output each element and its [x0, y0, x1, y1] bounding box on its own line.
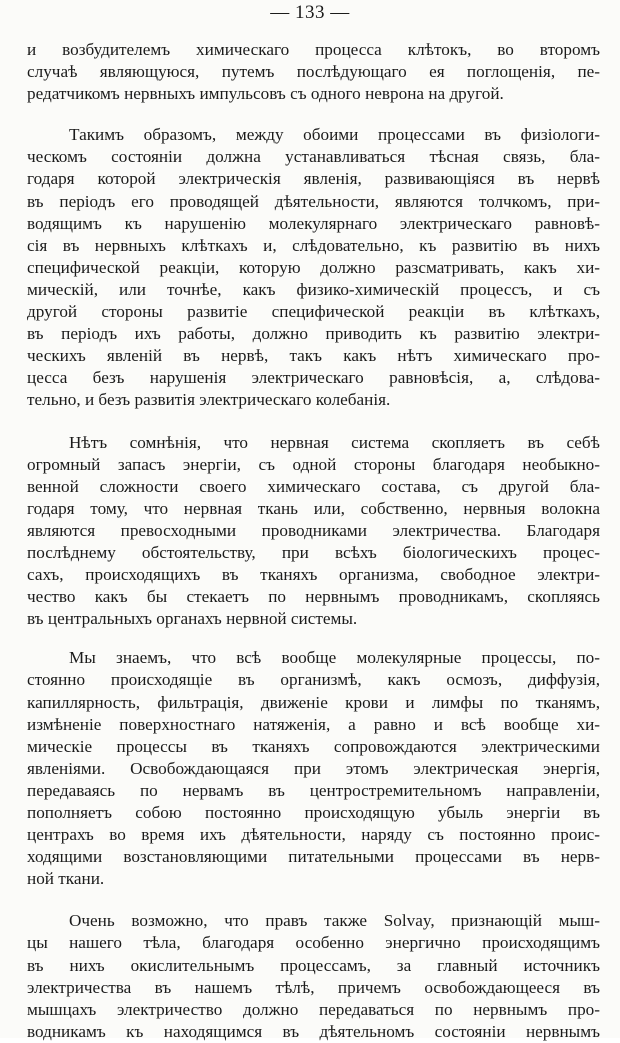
text-line: Такимъ образомъ, между обоими процессами въ физіологи- — [69, 125, 600, 145]
text-line: ной ткани. — [27, 869, 105, 889]
text-line: редатчикомъ нервныхъ импульсовъ съ одного неврона на другой. — [27, 84, 504, 104]
text-line: Мы знаемъ, что всѣ вообще молекулярные процессы, по- — [69, 648, 600, 668]
text-line: въ періодъ ихъ работы, должно приводить къ развитію электри- — [27, 324, 600, 344]
text-line: мическіе процессы въ тканяхъ сопровождаются электрическими — [27, 736, 600, 756]
text-line: стоянно происходящіе въ организмѣ, какъ осмозъ, диффузія, — [27, 670, 600, 690]
text-line: измѣненіе поверхностнаго натяженія, а равно и всѣ вообще хи- — [27, 714, 600, 734]
text-line: въ періодъ его проводящей дѣятельности, являются толчкомъ, при- — [27, 191, 600, 211]
text-line: ходящими возстановляющими питательными процессами въ нерв- — [27, 847, 600, 867]
text-line: годаря тому, что нервная ткань или, собственно, нервныя волокна — [27, 498, 600, 518]
text-line: Очень возможно, что правъ также Solvay, признающій мыш- — [69, 911, 600, 931]
paragraph-4 — [27, 647, 600, 890]
text-line: чество какъ бы стекаетъ по нервнымъ проводникамъ, скопляясь — [27, 587, 600, 607]
text-line: пополняетъ собою постоянно происходящую убыль энергіи въ — [27, 803, 600, 822]
text-line: специфической реакціи, которую должно разсматривать, какъ хи- — [27, 257, 600, 277]
text-line: капиллярность, фильтрація, движеніе крови и лимфы по тканямъ, — [27, 692, 600, 712]
text-line: годаря которой электрическія явленія, развивающіяся въ нервѣ — [27, 169, 600, 189]
text-line: цесса безъ нарушенія электрическаго равновѣсія, а, слѣдова- — [27, 368, 600, 388]
text-line: водникамъ къ находящимся въ дѣятельномъ состояніи нервнымъ — [27, 1021, 600, 1041]
page-number: — 133 — — [270, 2, 350, 23]
text-line: Нѣтъ сомнѣнія, что нервная система скопляетъ въ себѣ — [69, 432, 600, 452]
text-line: мическій, или точнѣе, какъ физико-химическій процессъ, и съ — [27, 279, 600, 299]
text-line: огромный запасъ энергіи, съ одной стороны благодаря необыкно- — [27, 454, 600, 474]
text-line: явленіями. Освобождающаяся при этомъ электрическая энергія, — [27, 758, 600, 778]
text-line: случаѣ являющуюся, путемъ послѣдующаго ея поглощенія, пе- — [27, 62, 600, 82]
text-line: и возбудителемъ химическаго процесса клѣтокъ, во второмъ — [27, 40, 600, 59]
text-line: цы нашего тѣла, благодаря особенно энергично происходящимъ — [27, 933, 600, 953]
text-line: тельно, и безъ развитія электрическаго колебанія. — [27, 390, 391, 410]
text-line: водящимъ къ нарушенію молекулярнаго электрическаго равновѣ- — [27, 213, 600, 233]
text-line: въ центральныхъ органахъ нервной системы. — [27, 609, 358, 629]
text-line: послѣднему обстоятельству, при всѣхъ біологическихъ процес- — [27, 542, 600, 562]
paragraph-3 — [27, 432, 600, 631]
text-line: другой стороны развитіе специфической реакціи въ клѣткахъ, — [27, 302, 600, 322]
text-line: центрахъ во время ихъ дѣятельности, наряду съ постоянно проис- — [27, 825, 600, 845]
paragraph-5 — [27, 910, 600, 1043]
text-line: сія въ нервныхъ клѣткахъ и, слѣдовательно, къ развитію въ нихъ — [27, 235, 600, 255]
text-line: мышцахъ электричество должно передаваться по нервнымъ про- — [27, 999, 600, 1019]
text-line: являются превосходными проводниками электричества. Благодаря — [27, 520, 600, 540]
paragraph-1 — [27, 39, 600, 105]
text-line: ческихъ явленій въ нервѣ, такъ какъ нѣтъ химическаго про- — [27, 346, 600, 366]
text-line: сахъ, происходящихъ въ тканяхъ организма, свободное электри- — [27, 565, 600, 585]
text-line: ческомъ состояніи должна устанавливаться тѣсная связь, бла- — [27, 147, 600, 167]
text-line: венной сложности своего химическаго состава, съ другой бла- — [27, 476, 600, 496]
text-line: электричества въ нашемъ тѣлѣ, причемъ освобождающееся въ — [27, 977, 600, 997]
paragraph-2 — [27, 124, 600, 411]
text-line: передаваясь по нервамъ въ центростремительномъ направленіи, — [27, 780, 600, 800]
body-text — [27, 39, 600, 1043]
text-line: въ нихъ окислительнымъ процессамъ, за главный источникъ — [27, 955, 600, 975]
